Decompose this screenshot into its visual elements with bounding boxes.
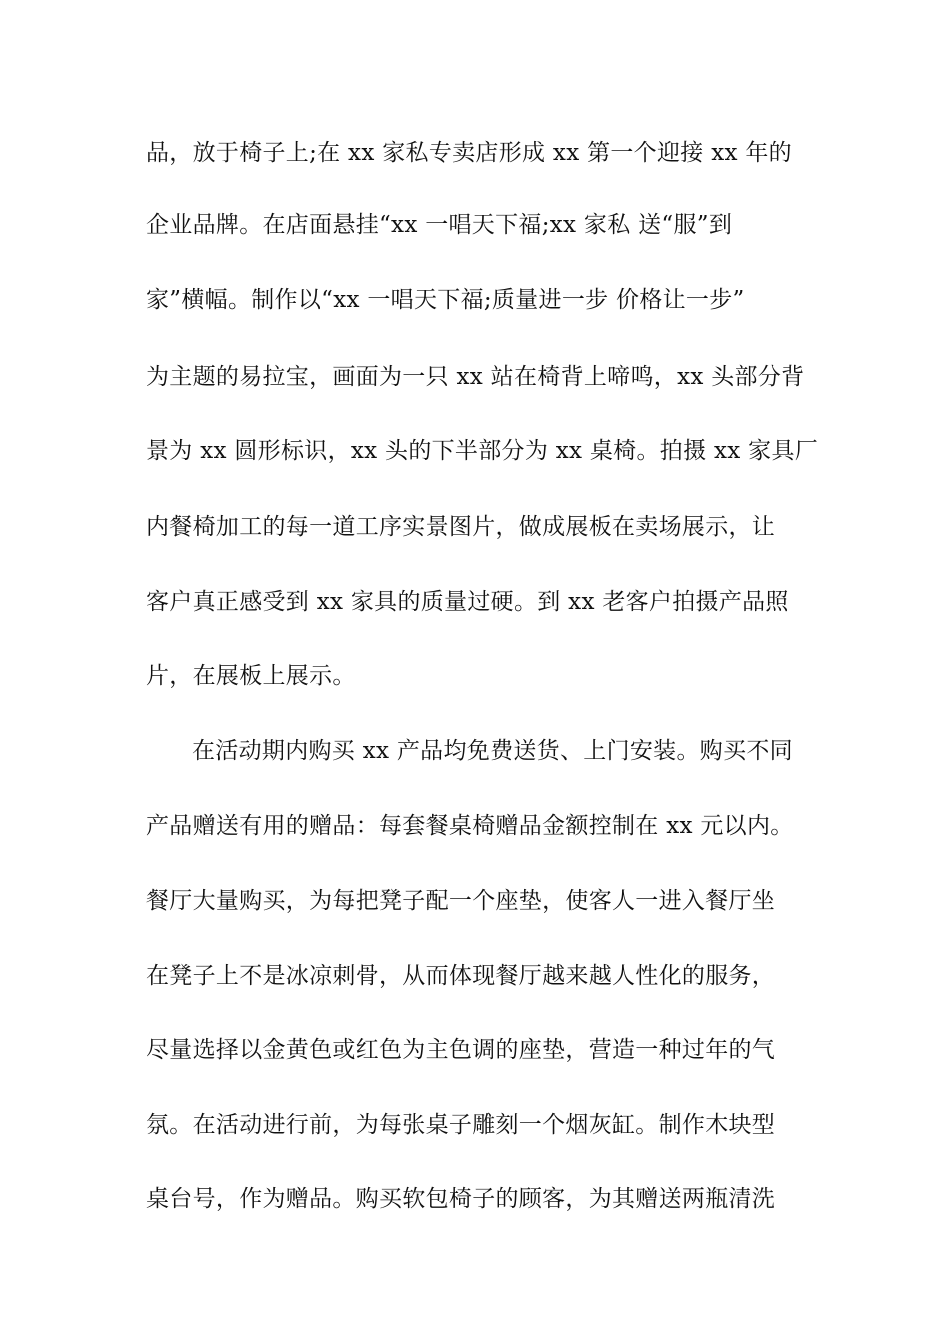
paragraph-line: 餐厅大量购买，为每把凳子配一个座垫，使客人一进入餐厅坐: [146, 888, 776, 914]
paragraph-line: 企业品牌。在店面悬挂“xx 一唱天下福;xx 家私 送“服”到: [146, 212, 733, 238]
paragraph-line: 为主题的易拉宝，画面为一只 xx 站在椅背上啼鸣，xx 头部分背: [146, 364, 805, 390]
paragraph-line: 桌台号，作为赠品。购买软包椅子的顾客，为其赠送两瓶清洗: [146, 1186, 776, 1212]
paragraph-line: 景为 xx 圆形标识，xx 头的下半部分为 xx 桌椅。拍摄 xx 家具厂: [146, 438, 819, 464]
paragraph-line: 氛。在活动进行前，为每张桌子雕刻一个烟灰缸。制作木块型: [146, 1112, 776, 1138]
paragraph-line: 内餐椅加工的每一道工序实景图片，做成展板在卖场展示，让: [146, 514, 776, 540]
paragraph-line: 客户真正感受到 xx 家具的质量过硬。到 xx 老客户拍摄产品照: [146, 589, 789, 615]
paragraph-line: 家”横幅。制作以“xx 一唱天下福;质量进一步 价格让一步”: [146, 287, 745, 313]
paragraph-line: 在凳子上不是冰凉刺骨，从而体现餐厅越来越人性化的服务，: [146, 963, 776, 989]
paragraph-line: 产品赠送有用的赠品：每套餐桌椅赠品金额控制在 xx 元以内。: [146, 813, 794, 839]
paragraph-line: 在活动期内购买 xx 产品均免费送货、上门安装。购买不同: [192, 738, 793, 764]
paragraph-line: 片，在展板上展示。: [146, 663, 356, 689]
paragraph-line: 品，放于椅子上;在 xx 家私专卖店形成 xx 第一个迎接 xx 年的: [146, 140, 792, 166]
paragraph-line: 尽量选择以金黄色或红色为主色调的座垫，营造一种过年的气: [146, 1037, 776, 1063]
